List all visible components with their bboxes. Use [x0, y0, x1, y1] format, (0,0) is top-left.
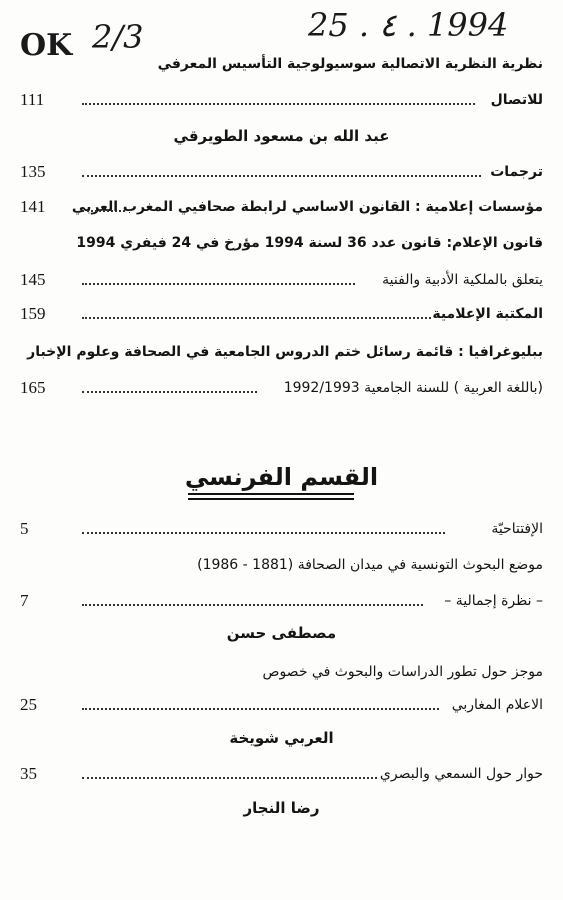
- toc-title: – نظرة إجمالية –: [444, 593, 543, 609]
- toc-entry-media-library: [20, 302, 543, 326]
- page-number: 165: [20, 378, 46, 397]
- toc-title: المكتبة الإعلامية: [432, 306, 543, 322]
- toc-entry-media-law: [20, 231, 543, 255]
- page-number: 135: [20, 162, 46, 181]
- page-number: 5: [20, 519, 29, 538]
- toc-title: ترجمات: [490, 164, 543, 180]
- dot-leader: [82, 175, 481, 177]
- dot-leader: [82, 317, 431, 319]
- handwritten-ok-note: OK: [20, 28, 73, 63]
- toc-title: مؤسسات إعلامية : القانون الاساسي لرابطة صحافيي المغرب العربي: [71, 199, 543, 215]
- toc-title: (باللغة العربية ) للسنة الجامعية 1992/1993: [283, 380, 543, 396]
- toc-title: موضع البحوث التونسية في ميدان الصحافة (1881 - 1986): [197, 557, 543, 573]
- toc-entry-bibliography-cont: [20, 376, 543, 400]
- page-number: 35: [20, 764, 37, 783]
- dot-leader: [82, 391, 257, 393]
- section-heading-french: القسم الفرنسي: [184, 463, 379, 491]
- dot-leader: [82, 210, 125, 212]
- toc-entry-tunisian-research-cont: [20, 589, 543, 613]
- toc-entry-theory: [20, 52, 543, 76]
- toc-author: العربي شويخة: [229, 729, 334, 747]
- toc-entry-media-law-cont: [20, 268, 543, 292]
- dot-leader: [82, 103, 475, 105]
- dot-leader: [82, 532, 445, 534]
- toc-entry-studies: [20, 660, 543, 684]
- handwritten-date: 25 . ٤ . 1994: [308, 6, 509, 44]
- toc-entry-audiovisual: [20, 762, 543, 786]
- dot-leader: [82, 283, 355, 285]
- toc-title: ببليوغرافيا : قائمة رسائل ختم الدروس الجامعية في الصحافة وعلوم الإخبار: [27, 344, 543, 360]
- handwritten-fraction-note: 2/3: [92, 18, 144, 56]
- toc-entry-studies-cont: [20, 693, 543, 717]
- dot-leader: [82, 708, 439, 710]
- page-number: 159: [20, 304, 46, 323]
- toc-author: رضا النجار: [243, 799, 320, 817]
- toc-title: موجز حول تطور الدراسات والبحوث في خصوص: [262, 664, 543, 680]
- toc-title: الإفتتاحيّة: [491, 521, 543, 537]
- toc-author: مصطفى حسن: [226, 624, 337, 642]
- toc-title: الاعلام المغاربي: [451, 697, 543, 713]
- toc-title: قانون الإعلام: قانون عدد 36 لسنة 1994 مؤرخ في 24 فيفري 1994: [76, 235, 543, 251]
- toc-title: حوار حول السمعي والبصري: [379, 766, 543, 782]
- heading-underline: [188, 493, 354, 500]
- page-number: 111: [20, 90, 45, 109]
- page-number: 141: [20, 197, 46, 216]
- toc-entry-bibliography: [20, 340, 543, 364]
- page-number: 145: [20, 270, 46, 289]
- toc-entry-theory-cont: [20, 88, 543, 112]
- toc-title: يتعلق بالملكية الأدبية والفنية: [382, 272, 543, 288]
- toc-title: نظرية النظرية الاتصالية سوسيولوجية التأسيس المعرفي: [157, 56, 543, 72]
- toc-entry-tunisian-research: [20, 553, 543, 577]
- page-number: 25: [20, 695, 37, 714]
- page-number: 7: [20, 591, 29, 610]
- dot-leader: [82, 777, 377, 779]
- toc-entry-editorial: [20, 517, 543, 541]
- toc-entry-institutions: [20, 195, 543, 219]
- toc-author: عبد الله بن مسعود الطويرقي: [173, 127, 390, 145]
- toc-entry-translations: [20, 160, 543, 184]
- toc-title: للاتصال: [490, 92, 543, 108]
- dot-leader: [82, 604, 423, 606]
